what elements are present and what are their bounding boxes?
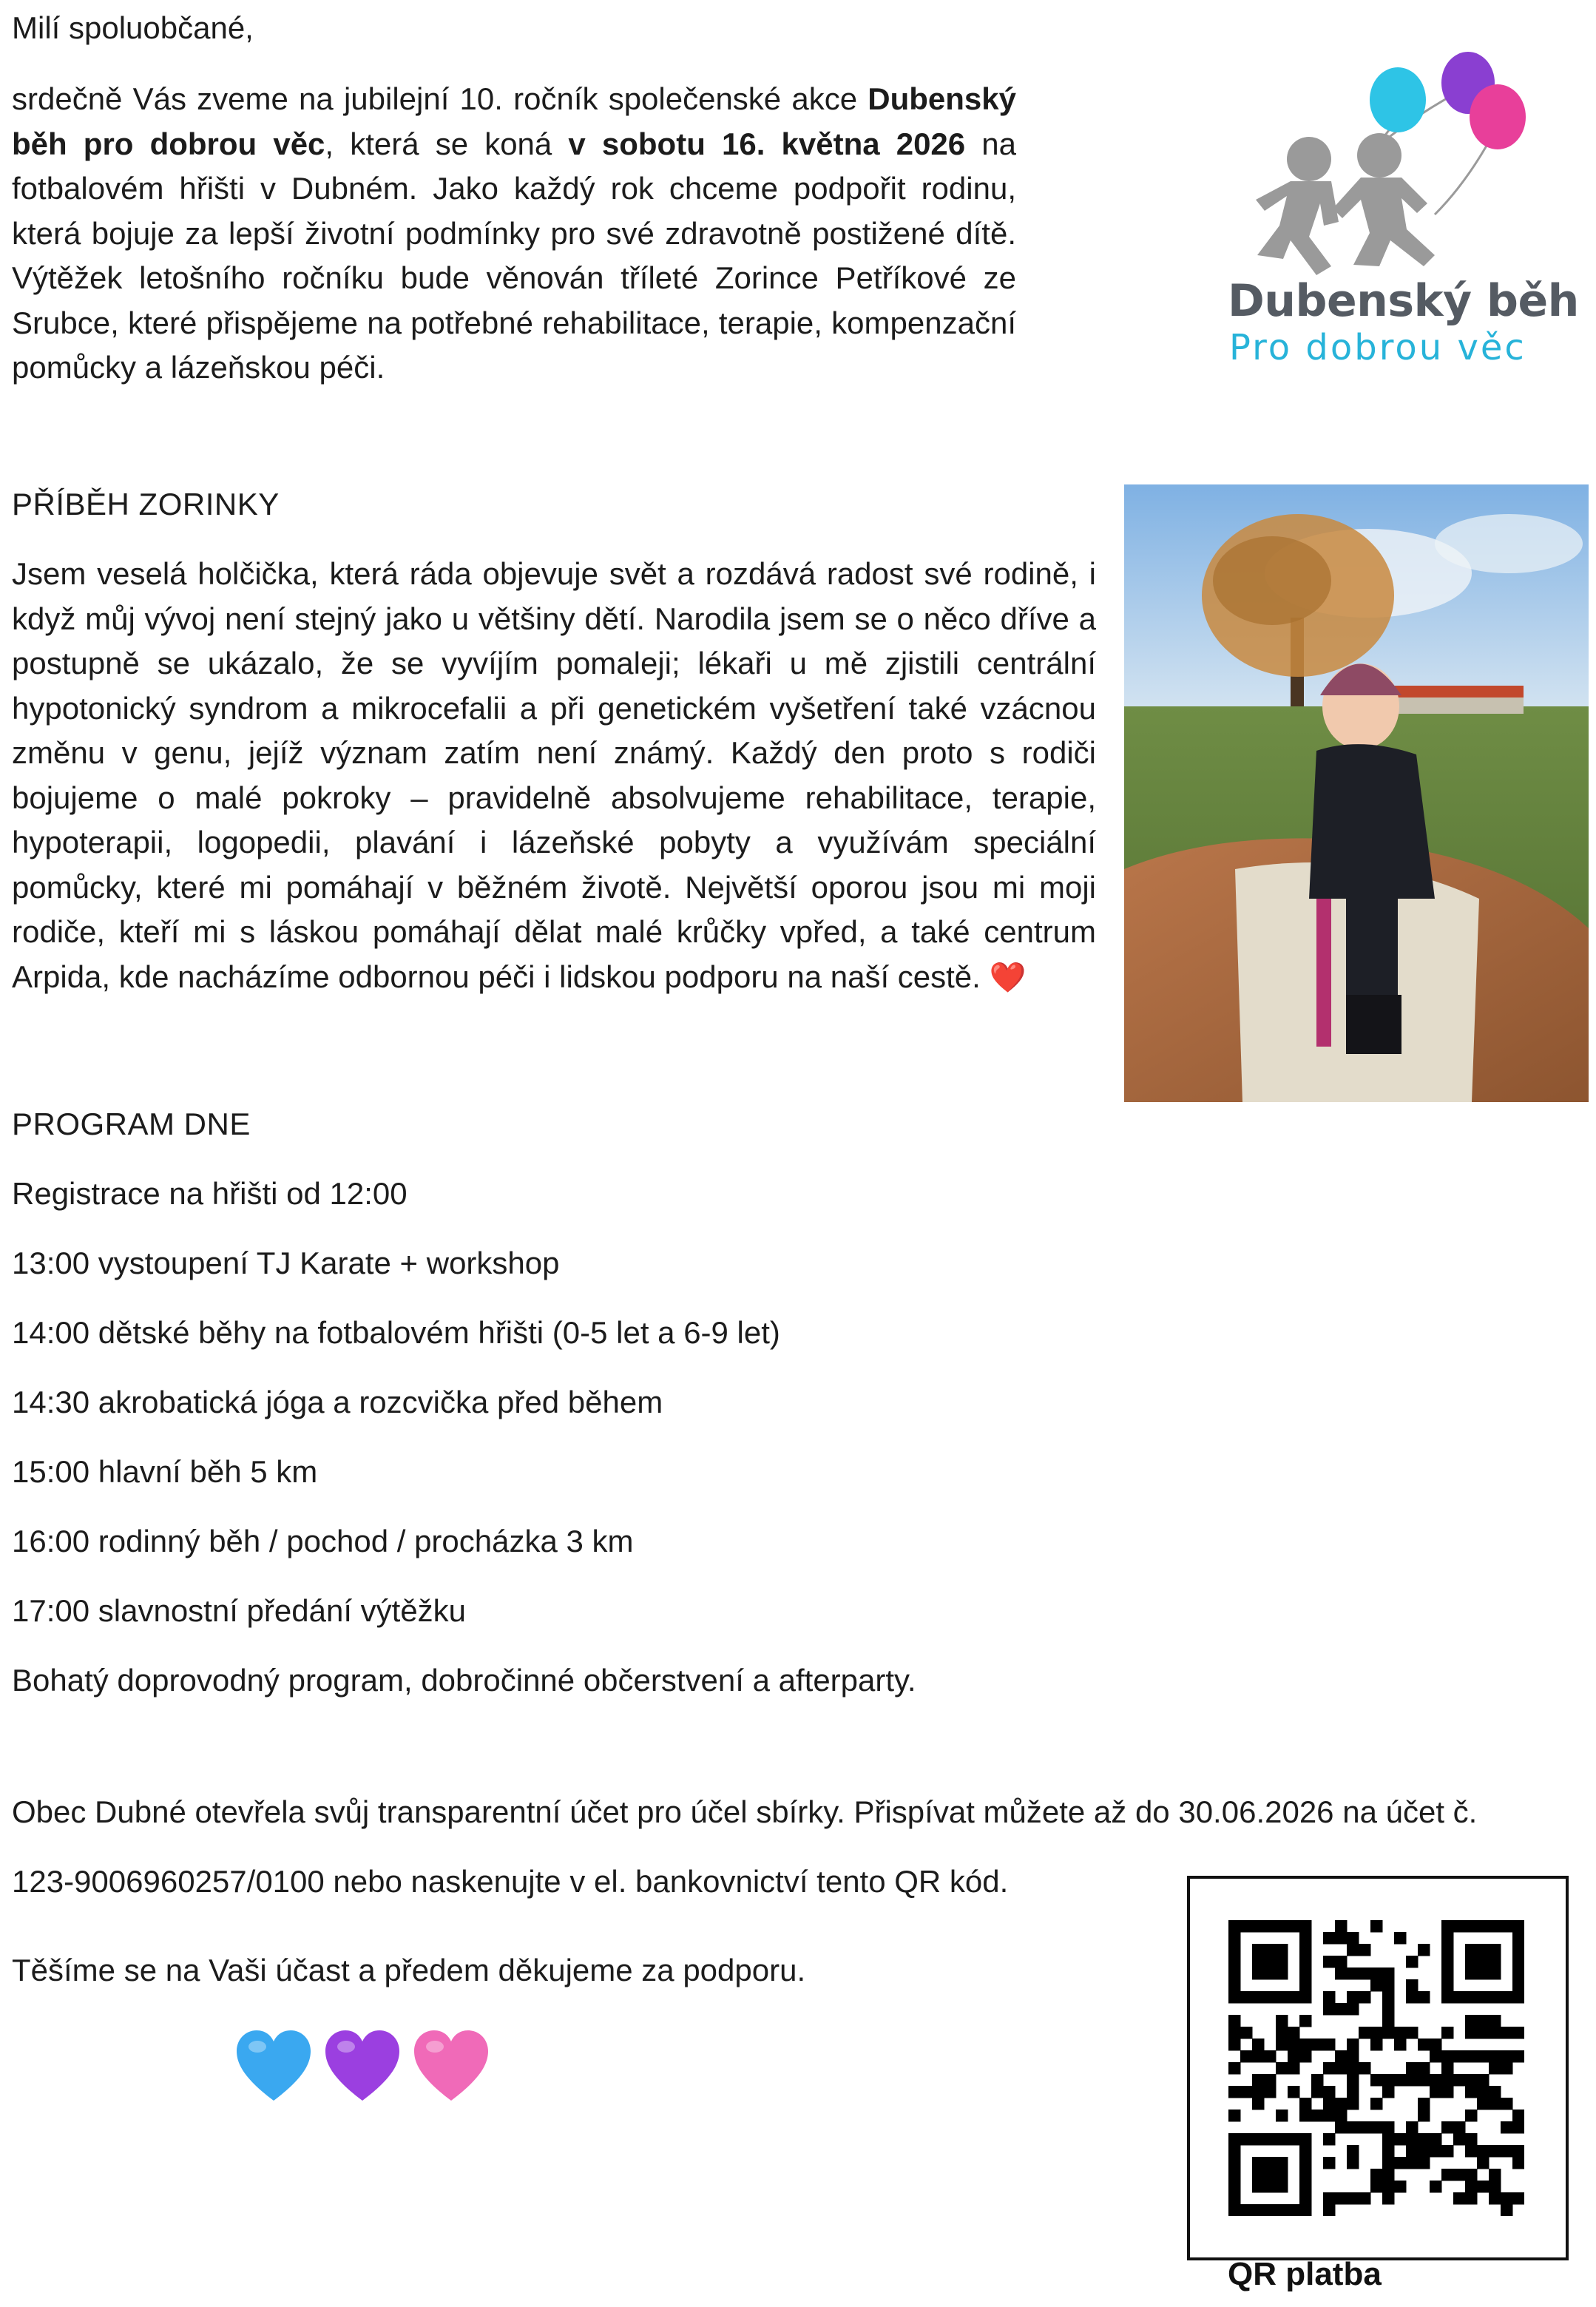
program-item: 13:00 vystoupení TJ Karate + workshop [12,1246,560,1280]
donation-line2: 123-9006960257/0100 nebo naskenujte v el. bankovnictví tento QR kód. [12,1864,1009,1899]
hearts-row [233,2027,499,2108]
intro-paragraph: srdečně Vás zveme na jubilejní 10. ročník společenské akce Dubenský běh pro dobrou věc, která se koná v sobotu 16. května 2026 na fotbalovém hřišti v Dubném. Jako každý rok chceme podpořit rodinu, která bojuje za lepší životní podmínky pro své zdravotně postižené dítě. Výtěžek letošního ročníku bude věnován tříleté Zorince Petříkové ze Srubce, které přispějeme na potřebné rehabilitace, terapie, kompenzační pomůcky a lázeňskou péči. [12,81,1016,385]
purple-heart-icon [325,2030,399,2101]
program-item: 14:30 akrobatická jóga a rozcvička před během [12,1385,663,1419]
program-item: 16:00 rodinný běh / pochod / procházka 3 km [12,1524,634,1558]
red-heart-icon: ❤️ [989,961,1027,994]
donation-line1: Obec Dubné otevřela svůj transparentní účet pro účel sbírky. Přispívat můžete až do 30.06.2026 na účet č. [12,1794,1478,1829]
closing-text: Těšíme se na Vaši účast a předem děkujeme za podporu. [12,1953,806,1987]
qr-code[interactable] [1228,1920,1524,2216]
dubensky-beh-logo [1213,44,1579,370]
blue-heart-icon [237,2030,311,2101]
program-item: Registrace na hřišti od 12:00 [12,1176,408,1211]
greeting: Milí spoluobčané, [12,10,254,45]
running-children-icon [1256,133,1435,275]
program-item: 17:00 slavnostní předání výtěžku [12,1593,467,1628]
qr-label: QR platba [1228,2256,1382,2292]
program-item: Bohatý doprovodný program, dobročinné občerstvení a afterparty. [12,1663,916,1698]
story-heading: PŘÍBĚH ZORINKY [12,487,280,521]
photo-girl-on-horse [1124,484,1589,1102]
event-name: Dubenský běh pro dobrou věc [12,81,1016,161]
program-item: 14:00 dětské běhy na fotbalovém hřišti (0-5 let a 6-9 let) [12,1315,780,1350]
story-paragraph: Jsem veselá holčička, která ráda objevuje svět a rozdává radost své rodině, i když můj vývoj není stejný jako u většiny dětí. Narodila jsem se o něco dříve a postupně se ukázalo, že se vyvíjím pomaleji; lékaři u mě zjistili centrální hypotonický syndrom a mikrocefalii a při genetickém vyšetření také vzácnou změnu v genu, jejíž význam zatím není známý. Každý den proto s rodiči bojujeme o malé pokroky – pravidelně absolvujeme rehabilitace, terapie, hypoterapii, logopedii, plavání i lázeňské pobyty a využívám speciální pomůcky, které mi pomáhají v běžném životě. Největší oporou jsou mi moji rodiče, kteří mi s láskou pomáhají dělat malé krůčky vpřed, a také centrum Arpida, kde nacházíme odbornou péči i lidskou podporu na naší cestě. ❤️ [12,556,1096,994]
program-item: 15:00 hlavní běh 5 km [12,1454,318,1489]
qr-code-box[interactable] [1187,1876,1569,2260]
balloon-pink [1470,84,1526,149]
logo-subtitle: Pro dobrou věc [1229,327,1526,368]
logo-graphic [1213,44,1568,281]
balloon-blue [1370,67,1426,132]
program-heading: PROGRAM DNE [12,1107,251,1141]
event-date: v sobotu 16. května 2026 [568,126,966,161]
pink-heart-icon [414,2030,488,2101]
logo-title: Dubenský běh [1228,275,1579,327]
